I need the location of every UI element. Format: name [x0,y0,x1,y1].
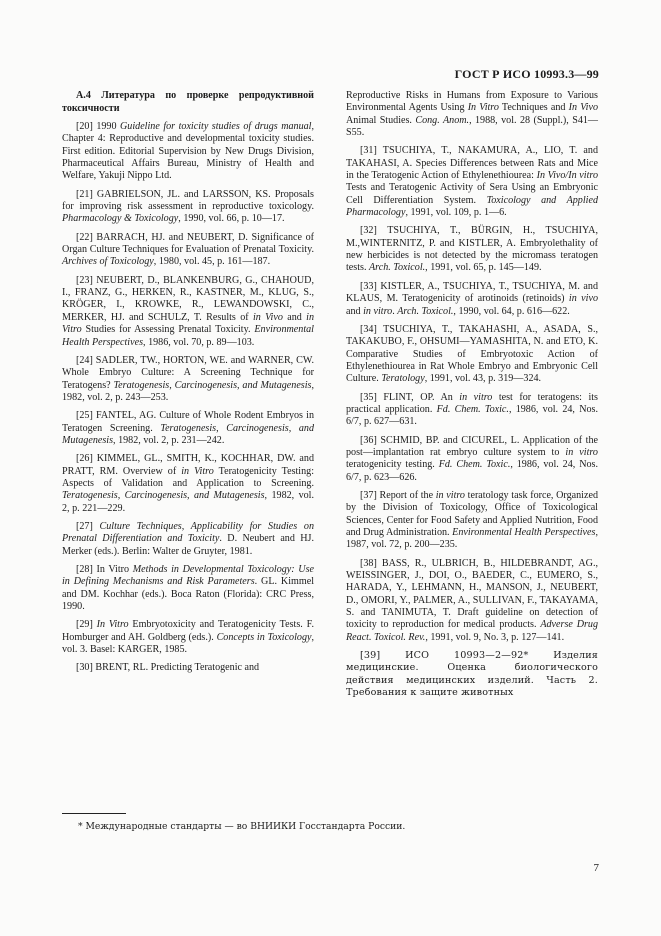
standard-header: ГОСТ Р ИСО 10993.3—99 [454,67,599,81]
footnote: * Международные стандарты — во ВНИИКИ Госстандарта России. [78,821,406,832]
reference-32: [32] TSUCHIYA, T., BÜRGIN, H., TSUCHIYA, M.,WINTERNITZ, P. and KISTLER, A. Embryolethality of new herbicides is not detected by the micromass teratogen tests. Arch. Toxicol., 1991, vol. 65, p. 145—149. [346,225,598,274]
reference-28: [28] In Vitro Methods in Developmental Toxicology: Use in Defining Mechanisms and Risk Parameters. GL. Kimmel and DM. Kochhar (eds.). Boca Raton (Florida): CRC Press, 1990. [62,564,314,613]
reference-25: [25] FANTEL, AG. Culture of Whole Rodent Embryos in Teratogen Screening. Teratogenesis, Carcinogenesis, and Mutagenesis, 1982, vol. 2, p. 231—242. [62,410,314,446]
reference-37: [37] Report of the in vitro teratology task force, Organized by the Division of Toxicology, Office of Toxicological Sciences, Center for Food Safety and Applied Nutrition, Food and Drug Administration. Environmental Health Perspectives, 1987, vol. 72, p. 200—235. [346,489,598,551]
reference-24: [24] SADLER, TW., HORTON, WE. and WARNER, CW. Whole Embryo Culture: A Screening Technique for Teratogens? Teratogenesis, Carcinogenesis, and Mutagenesis, 1982, vol. 2, p. 243—253. [62,354,314,403]
left-column [62,90,314,681]
section-title: А.4 Литература по проверке репродуктивной токсичности [62,90,314,114]
reference-34: [34] TSUCHIYA, T., TAKAHASHI, A., ASADA, S., TAKAKUBO, F., OHSUMI—YAMASHITA, N. and ETO, K. Comparative Studies of Embryotoxic Action of Ethylenethiourea in Rat Whole Embryo and Embryonic Cell Culture. Teratology, 1991, vol. 43, p. 319—324. [346,323,598,385]
reference-35: [35] FLINT, OP. An in vitro test for teratogens: its practical application. Fd. Chem. Toxic., 1986, vol. 24, Nos. 6/7, p. 627—631. [346,391,598,428]
reference-33: [33] KISTLER, A., TSUCHIYA, T., TSUCHIYA, M. and KLAUS, M. Teratogenicity of arotinoids (retinoids) in vivo and in vitro. Arch. Toxicol., 1990, vol. 64, p. 616—622. [346,280,598,317]
reference-30: [30] BRENT, RL. Predicting Teratogenic and [76,662,260,674]
reference-39: [39] ИСО 10993—2—92* Изделия медицинские. Оценка биологического действия медицинских изделий. Часть 2. Требования к защите животных [346,650,598,699]
reference-31: [31] TSUCHIYA, T., NAKAMURA, A., LIO, T. and TAKAHASI, A. Species Differences between Rats and Mice in the Teratogenic Action of Ethylenethiourea: In Vivo/In vitro Tests and Teratogenic Activity of Sera Using an Embryonic Cell Differentiation System. Toxicology and Applied Pharmacology, 1991, vol. 109, p. 1—6. [346,145,598,219]
reference-23: [23] NEUBERT, D., BLANKENBURG, G., CHAHOUD, I., FRANZ, G., HERKEN, R., KASTNER, M., KLUG, S., KRÖGER, I., KROWKE, R., LEWANDOWSKI, C., MERKER, HJ. and SCHULZ, T. Results of in Vivo and in Vitro Studies for Assessing Prenatal Toxicity. Environmental Health Perspectives, 1986, vol. 70, p. 89—103. [62,274,315,348]
reference-21: [21] GABRIELSON, JL. and LARSSON, KS. Proposals for improving risk assessment in reproductive toxicology. Pharmacology & Toxicology, 1990, vol. 66, p. 10—17. [62,188,314,225]
page-number: 7 [593,862,599,874]
reference-36: [36] SCHMID, BP. and CICUREL, L. Application of the post—implantation rat embryo culture system to in vitro teratogenicity testing. Fd. Chem. Toxic., 1986, vol. 24, Nos. 6/7, p. 623—626. [346,434,598,483]
reference-20: [20] 1990 Guideline for toxicity studies of drugs manual, Chapter 4: Reproductive and developmental toxicity studies. First edition. Editorial Supervision by New Drugs Division, Pharmaceutical Affairs Bureau, Ministry of Health and Welfare, Yakuji Nippo Ltd. [62,121,314,182]
reference-38: [38] BASS, R., ULBRICH, B., HILDEBRANDT, AG., WEISSINGER, J., DOI, O., BAEDER, C., EUMERO, S., HARADA, Y., LEHMANN, H., MANSON, J., NEUBERT, D., OMORI, Y., PALMER, A., SULLIVAN, F., TAKAYAMA, S. and TANIMUTA, T. Draft guideline on detection of toxicity to reproduction for medical products. Adverse Drug React. Toxicol. Rev., 1991, vol. 9, No. 3, p. 127—141. [346,557,599,643]
reference-27: [27] Culture Techniques, Applicability for Studies on Prenatal Differentiation and Toxicity. D. Neubert and HJ. Merker (eds.). Berlin: Walter de Gruyter, 1981. [62,520,314,557]
footnote-rule [62,813,126,814]
reference-29: [29] In Vitro Embryotoxicity and Teratogenicity Tests. F. Homburger and AH. Goldberg (eds.). Concepts in Toxicology, vol. 3. Basel: KARGER, 1985. [62,619,315,656]
reference-30-continued: Reproductive Risks in Humans from Exposure to Various Environmental Agents Using In Vitro Techniques and In Vivo Animal Studies. Cong. Anom., 1988, vol. 28 (Suppl.), S41—S55. [346,90,599,139]
reference-22: [22] BARRACH, HJ. and NEUBERT, D. Significance of Organ Culture Techniques for Evaluation of Prenatal Toxicity. Archives of Toxicology, 1980, vol. 45, p. 161—187. [62,231,314,268]
right-column [346,90,598,705]
reference-26: [26] KIMMEL, GL., SMITH, K., KOCHHAR, DW. and PRATT, RM. Overview of in Vitro Teratogenicity Testing: Aspects of Validation and Application to Screening. Teratogenesis, Carcinogenesis, and Mutagenesis, 1982, vol. 2, p. 221—229. [62,453,315,514]
